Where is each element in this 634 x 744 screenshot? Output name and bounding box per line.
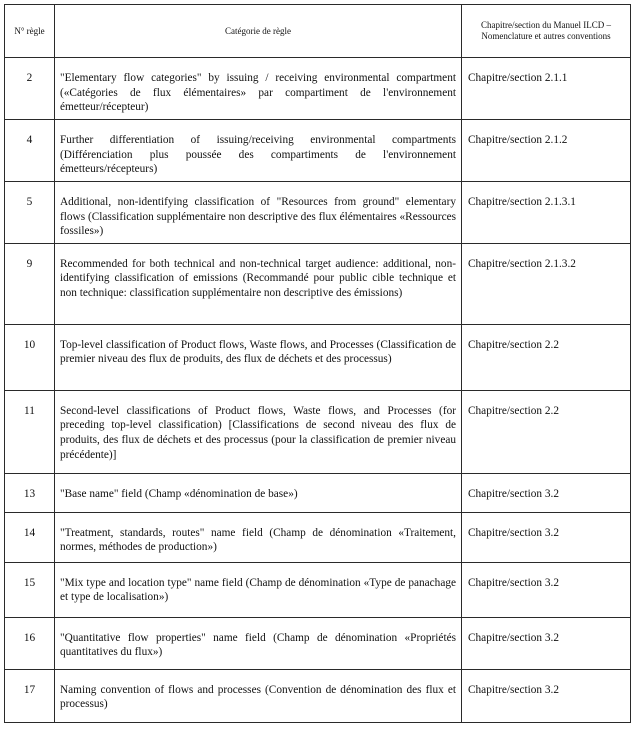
rule-number-cell: 2	[5, 58, 55, 120]
rule-number-cell: 4	[5, 120, 55, 182]
rule-category-cell: "Mix type and location type" name field (Champ de dénomination «Type de panachage et type de localisation»)	[55, 562, 462, 617]
rule-category-cell: "Treatment, standards, routes" name field (Champ de dénomination «Traitement, normes, méthodes de production»)	[55, 512, 462, 562]
rule-number-cell: 10	[5, 324, 55, 390]
rule-category-cell: Second-level classifications of Product flows, Waste flows, and Processes (for preceding top-level classification) [Classifications de second niveau des flux de produits, des flux de déchets et des processus (pour la classification de premier niveau précédente)]	[55, 390, 462, 473]
chapter-section-cell: Chapitre/section 3.2	[462, 562, 631, 617]
rule-number-cell: 11	[5, 390, 55, 473]
table-row	[5, 617, 631, 669]
table-row	[5, 562, 631, 617]
rule-number-cell: 5	[5, 182, 55, 244]
header-rule-category: Catégorie de règle	[55, 5, 462, 58]
rule-number-cell: 17	[5, 669, 55, 722]
rule-category-cell: "Quantitative flow properties" name field (Champ de dénomination «Propriétés quantitatives du flux»)	[55, 617, 462, 669]
chapter-section-cell: Chapitre/section 2.1.2	[462, 120, 631, 182]
rule-number-cell: 15	[5, 562, 55, 617]
table-row	[5, 512, 631, 562]
rule-category-cell: Recommended for both technical and non-technical target audience: additional, non-identifying classification of emissions (Recommandé pour public cible technique et non technique: classification supplémentaire non descriptive des émissions)	[55, 243, 462, 324]
table-row	[5, 324, 631, 390]
chapter-section-cell: Chapitre/section 3.2	[462, 473, 631, 512]
chapter-section-cell: Chapitre/section 2.2	[462, 324, 631, 390]
rule-number-cell: 16	[5, 617, 55, 669]
rule-category-cell: Additional, non-identifying classification of "Resources from ground" elementary flows (Classification supplémentaire non descriptive des flux élémentaires «Ressources fossiles»)	[55, 182, 462, 244]
rule-category-cell: Further differentiation of issuing/receiving environmental compartments (Différenciation plus poussée des compartiments de l'environnement émetteurs/récepteurs)	[55, 120, 462, 182]
rule-category-cell: Top-level classification of Product flows, Waste flows, and Processes (Classification de premier niveau des flux de produits, des flux de déchets et des processus)	[55, 324, 462, 390]
rule-category-cell: Naming convention of flows and processes (Convention de dénomination des flux et processus)	[55, 669, 462, 722]
table-row	[5, 58, 631, 120]
table-header-row	[5, 5, 631, 58]
chapter-section-cell: Chapitre/section 3.2	[462, 669, 631, 722]
rule-category-cell: "Elementary flow categories" by issuing / receiving environmental compartment («Catégories de flux élémentaires» par compartiment de l'environnement émetteur/récepteur)	[55, 58, 462, 120]
chapter-section-cell: Chapitre/section 2.1.3.2	[462, 243, 631, 324]
rule-number-cell: 9	[5, 243, 55, 324]
table-row	[5, 243, 631, 324]
chapter-section-cell: Chapitre/section 2.1.3.1	[462, 182, 631, 244]
table-row	[5, 669, 631, 722]
rule-category-cell: "Base name" field (Champ «dénomination de base»)	[55, 473, 462, 512]
table-row	[5, 182, 631, 244]
chapter-section-cell: Chapitre/section 3.2	[462, 512, 631, 562]
rules-table	[4, 4, 631, 723]
header-rule-number: N° règle	[5, 5, 55, 58]
header-chapter-section: Chapitre/section du Manuel ILCD – Nomenclature et autres conventions	[462, 5, 631, 58]
rule-number-cell: 13	[5, 473, 55, 512]
chapter-section-cell: Chapitre/section 3.2	[462, 617, 631, 669]
chapter-section-cell: Chapitre/section 2.2	[462, 390, 631, 473]
table-row	[5, 120, 631, 182]
rule-number-cell: 14	[5, 512, 55, 562]
chapter-section-cell: Chapitre/section 2.1.1	[462, 58, 631, 120]
table-row	[5, 473, 631, 512]
table-body	[5, 58, 631, 723]
table-row	[5, 390, 631, 473]
